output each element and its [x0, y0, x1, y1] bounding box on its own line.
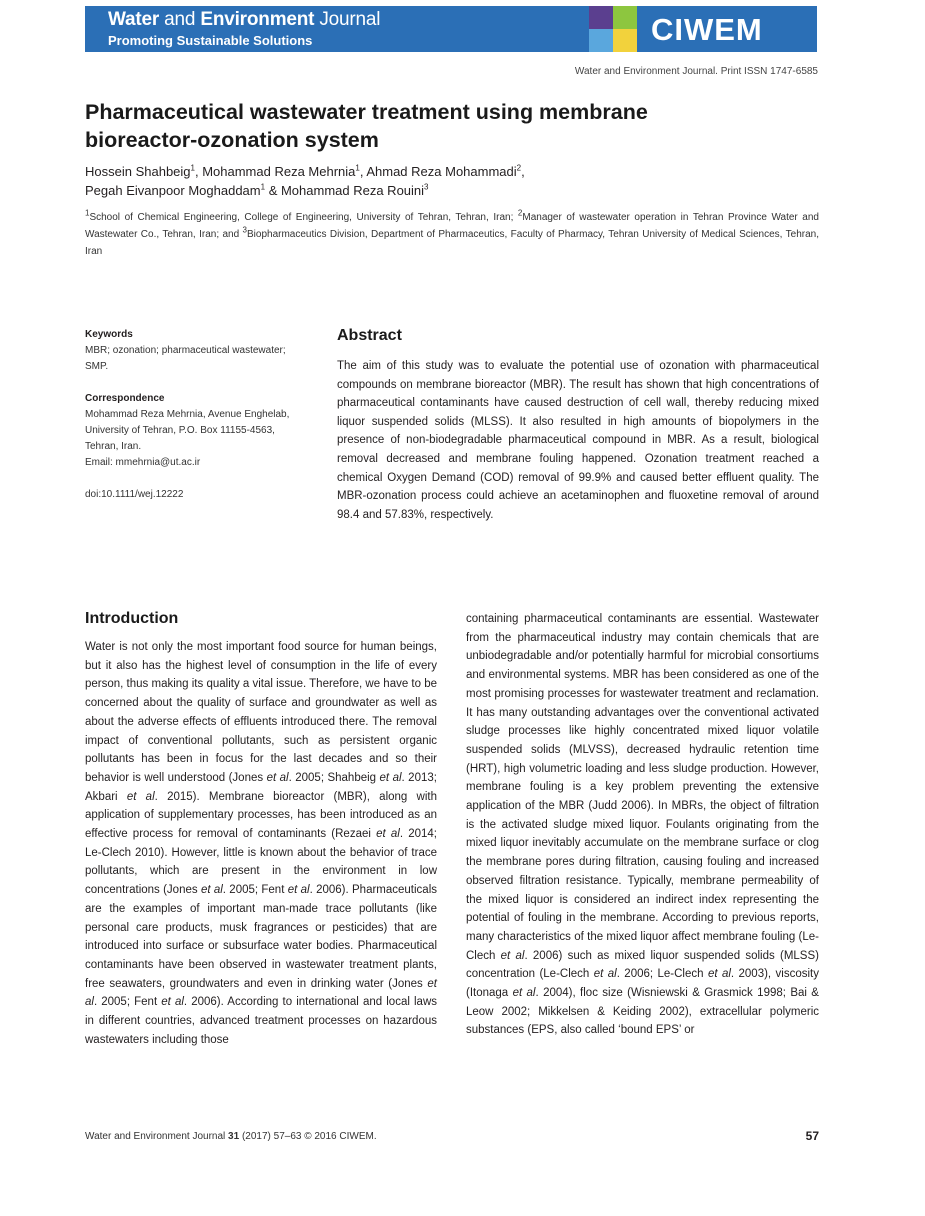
correspondence-address-2: Tehran, Iran.	[85, 441, 142, 452]
keywords-heading: Keywords	[85, 329, 133, 340]
doi[interactable]: doi:10.1111/wej.12222	[85, 489, 184, 500]
correspondence-block	[85, 391, 315, 471]
page-number: 57	[805, 1129, 819, 1143]
lightblue-square	[589, 29, 613, 52]
correspondence-name: Mohammad Reza Mehrnia, Avenue Enghelab,	[85, 409, 290, 420]
correspondence-address-1: University of Tehran, P.O. Box 11155-4563,	[85, 425, 275, 436]
article-title: Pharmaceutical wastewater treatment using membrane bioreactor-ozonation system	[85, 100, 648, 152]
correspondence-email[interactable]: Email: mmehrnia@ut.ac.ir	[85, 457, 201, 468]
correspondence-heading: Correspondence	[85, 393, 165, 404]
abstract-text: The aim of this study was to evaluate the potential use of ozonation with pharmaceutical compounds on membrane bioreactor (MBR). The result has shown that high concentrations of pharmaceutical contaminants have caused destruction of cell wall, thereby reducing mixed liquor suspended solids (MLSS). It also resulted in high amounts of biopolymers in the presence of non-biodegradable pharmaceutical compound in MBR. As a result, biological removal decreased and membrane fouling happened. Ozonation treatment reached a chemical Oxygen Demand (COD) removal of 99.9% and caused better effluent quality. The MBR-ozonation process could achieve an acetaminophen and fluoxetine removal of around 98.4 and 57.83%, respectively.	[337, 360, 819, 521]
journal-banner	[85, 6, 817, 52]
keywords-block	[85, 327, 315, 375]
green-square	[613, 6, 637, 29]
journal-tagline: Promoting Sustainable Solutions	[108, 33, 313, 48]
introduction-column-1: Water is not only the most important food source for human beings, but it also has the highest level of consumption in the life of every person, thus making its quality a vital issue. Therefore, we have to be concerned about the quality of surface and groundwater as well as about the adverse effects of effluents introduced there. The removal impact of conventional pollutants, such as persistent organic pollutants has been in focus for the last decades and so their behavior is well understood (Jones et al. 2005; Shahbeig et al. 2013; Akbari et al. 2015). Membrane bioreactor (MBR), along with application of supplementary processes, has been introduced as an effective process for removal of contaminants (Rezaei et al. 2014; Le-Clech 2010). However, little is known about the behavior of trace pollutants, which are present in the environment in low concentrations (Jones et al. 2005; Fent et al. 2006). Pharmaceuticals are the examples of important man-made trace pollutants (like personal care products, musk fragrances or pesticides) that are introduced into surface or subsurface water bodies. Pharmaceutical contaminants have been observed in wastewater treatment plants, free seawaters, groundwaters and even in drinking water (Jones et al. 2005; Fent et al. 2006). According to international and local laws in different countries, advanced treatment processes on hazardous wastewaters including those	[85, 641, 438, 1046]
article-sidebar	[85, 327, 315, 503]
purple-square	[589, 6, 613, 29]
author-list: Hossein Shahbeig$^1$, Mohammad Reza Mehrnia$^1$, Ahmad Reza Mohammadi$^2$, Pegah Eivanpoor Moghaddam$^1$ & Mohammad Reza Rouini$^3$	[85, 163, 525, 198]
journal-name: Water and Environment Journal	[108, 9, 381, 30]
affiliations: $^1$School of Chemical Engineering, College of Engineering, University of Tehran, Tehran, Iran; $^2$Manager of wastewater operation in Tehran Province Water and Wastewater Co., Tehran, Iran; and $^3$Biopharmaceutics Division, Department of Pharmaceutics, Faculty of Pharmacy, Tehran University of Medical Sciences, Tehran, Iran	[85, 208, 819, 257]
keywords-text: MBR; ozonation; pharmaceutical wastewater; SMP.	[85, 345, 286, 372]
abstract-heading: Abstract	[337, 327, 402, 344]
banner-color-squares	[589, 6, 637, 52]
yellow-square	[613, 29, 637, 52]
journal-issn-line: Water and Environment Journal. Print ISSN 1747-6585	[574, 66, 818, 77]
introduction-heading: Introduction	[85, 610, 179, 627]
ciwem-logo: CIWEM	[651, 12, 763, 47]
page-footer: Water and Environment Journal 31 (2017) 57–63 © 2016 CIWEM.	[85, 1131, 377, 1142]
introduction-column-2: containing pharmaceutical contaminants are essential. Wastewater from the pharmaceutical industry may contain chemicals that are unbiodegradable and/or potentially harmful for microbial consortiums and environmental systems. MBR has been considered as one of the most promising processes for wastewater treatment and reclamation. It has many outstanding advantages over the conventional activated sludge processes like highly concentrated mixed liquor volatile suspended solids (MLVSS), decreased hydraulic retention time (HRT), high volumetric loading and less sludge production. However, membrane fouling is a key problem preventing the extensive application of the MBR (Judd 2006). In MBRs, the object of filtration is the activated sludge mixed liquor. Foulants originating from the mixed liquor inevitably accumulate on the membrane surface or clog the membrane pores during filtration, causing fouling and increased observed filtration resistance. Typically, membrane permeability of the mixed liquor is considered an indirect index representing the potential of fouling in the membrane. According to previous reports, many characteristics of the mixed liquor affect membrane fouling (Le-Clech et al. 2006) such as mixed liquor suspended solids (MLSS) concentration (Le-Clech et al. 2006; Le-Clech et al. 2003), viscosity (Itonaga et al. 2004), floc size (Wisniewski & Grasmick 1998; Bai & Leow 2002; Mikkelsen & Keiding 2002), extracellular polymeric substances (EPS, also called ‘bound EPS’ or	[466, 613, 819, 1037]
